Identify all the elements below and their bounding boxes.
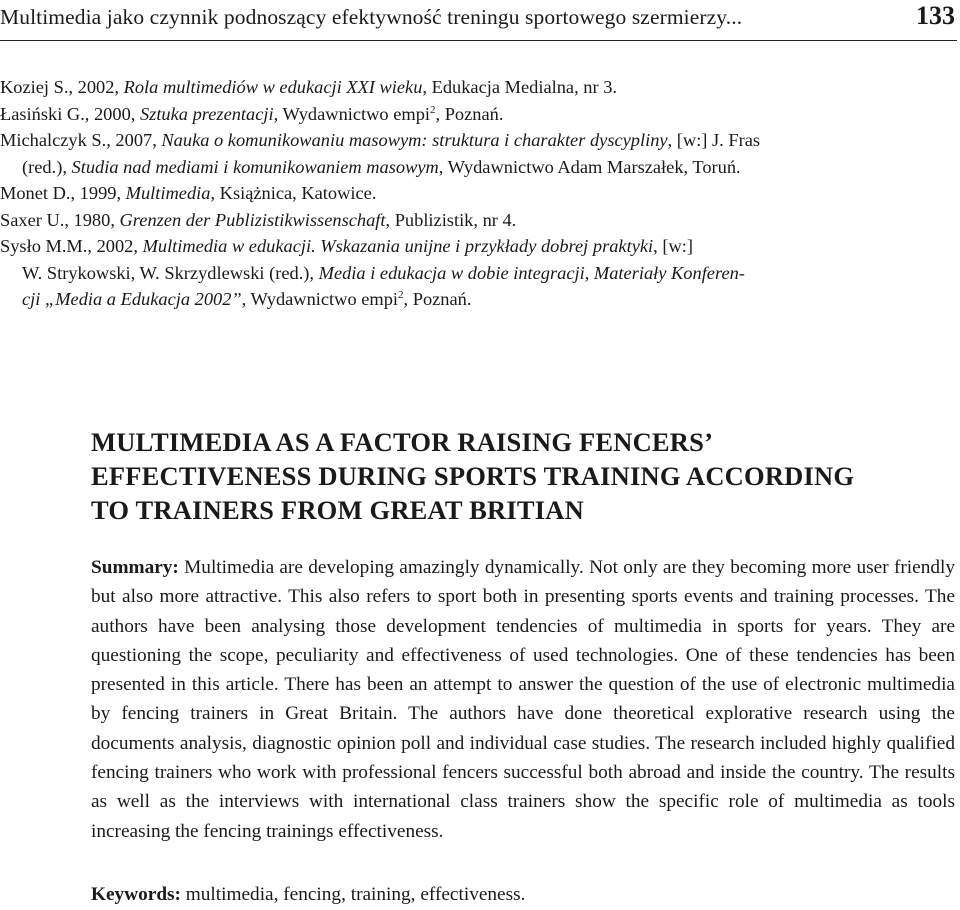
reference-item: Michalczyk S., 2007, Nauka o komunikowaniu masowym: struktura i charakter dyscypliny, [w:] J. Fras (red.), Studia nad mediami i komunikowaniem masowym, Wydawnictwo Adam Marszałek, Toruń. [0, 130, 761, 177]
reference-item: Łasiński G., 2000, Sztuka prezentacji, Wydawnictwo empi$^2$, Poznań. [0, 103, 504, 124]
summary-text: Multimedia are developing amazingly dynamically. Not only are they becoming more user friendly but also more attractive. This also refers to sport both in presenting sports events and training processes. The authors have been analysing those development tendencies of multimedia in sports for years. They are questioning the scope, peculiarity and effectiveness of used technologies. One of these tendencies has been presented in this article. There has been an attempt to answer the question of the use of electronic multimedia by fencing trainers in Great Britain. The authors have done theoretical explorative research using the documents analysis, diagnostic opinion poll and individual case studies. The research included highly qualified fencing trainers who work with professional fencers successful both abroad and inside the country. The results as well as the interviews with international class trainers show the specific role of multimedia as tools increasing the fencing trainings effectiveness. [91, 557, 955, 842]
reference-item: Koziej S., 2002, Rola multimediów w edukacji XXI wieku, Edukacja Medialna, nr 3. [0, 77, 617, 97]
summary-label: Summary: [91, 557, 179, 578]
title-line: MULTIMEDIA AS A FACTOR RAISING FENCERS’ [91, 427, 714, 457]
page-number: 133 [916, 1, 955, 30]
keywords-label: Keywords: [91, 884, 181, 905]
reference-list [0, 74, 955, 313]
reference-item: Monet D., 1999, Multimedia, Książnica, Katowice. [0, 183, 377, 203]
summary-paragraph [91, 553, 955, 846]
keywords-line [91, 882, 955, 908]
reference-item: Sysło M.M., 2002, Multimedia w edukacji. Wskazania unijne i przykłady dobrej praktyki, [w:] W. Strykowski, W. Skrzydlewski (red.), Media i edukacja w dobie integracji, Materiały Konferen- cji „Media a Edukacja 2002”, Wydawnictwo empi$^2$, Poznań. [0, 236, 745, 309]
title-line: EFFECTIVENESS DURING SPORTS TRAINING ACCORDING [91, 461, 855, 491]
running-title: Multimedia jako czynnik podnoszący efektywność treningu sportowego szermierzy... [0, 5, 743, 29]
article-title-english [91, 425, 951, 527]
reference-item: Saxer U., 1980, Grenzen der Publizistikwissenschaft, Publizistik, nr 4. [0, 209, 517, 230]
keywords-text: multimedia, fencing, training, effectiveness. [180, 884, 526, 905]
running-header [0, 0, 957, 41]
title-line: TO TRAINERS FROM GREAT BRITIAN [91, 495, 584, 525]
